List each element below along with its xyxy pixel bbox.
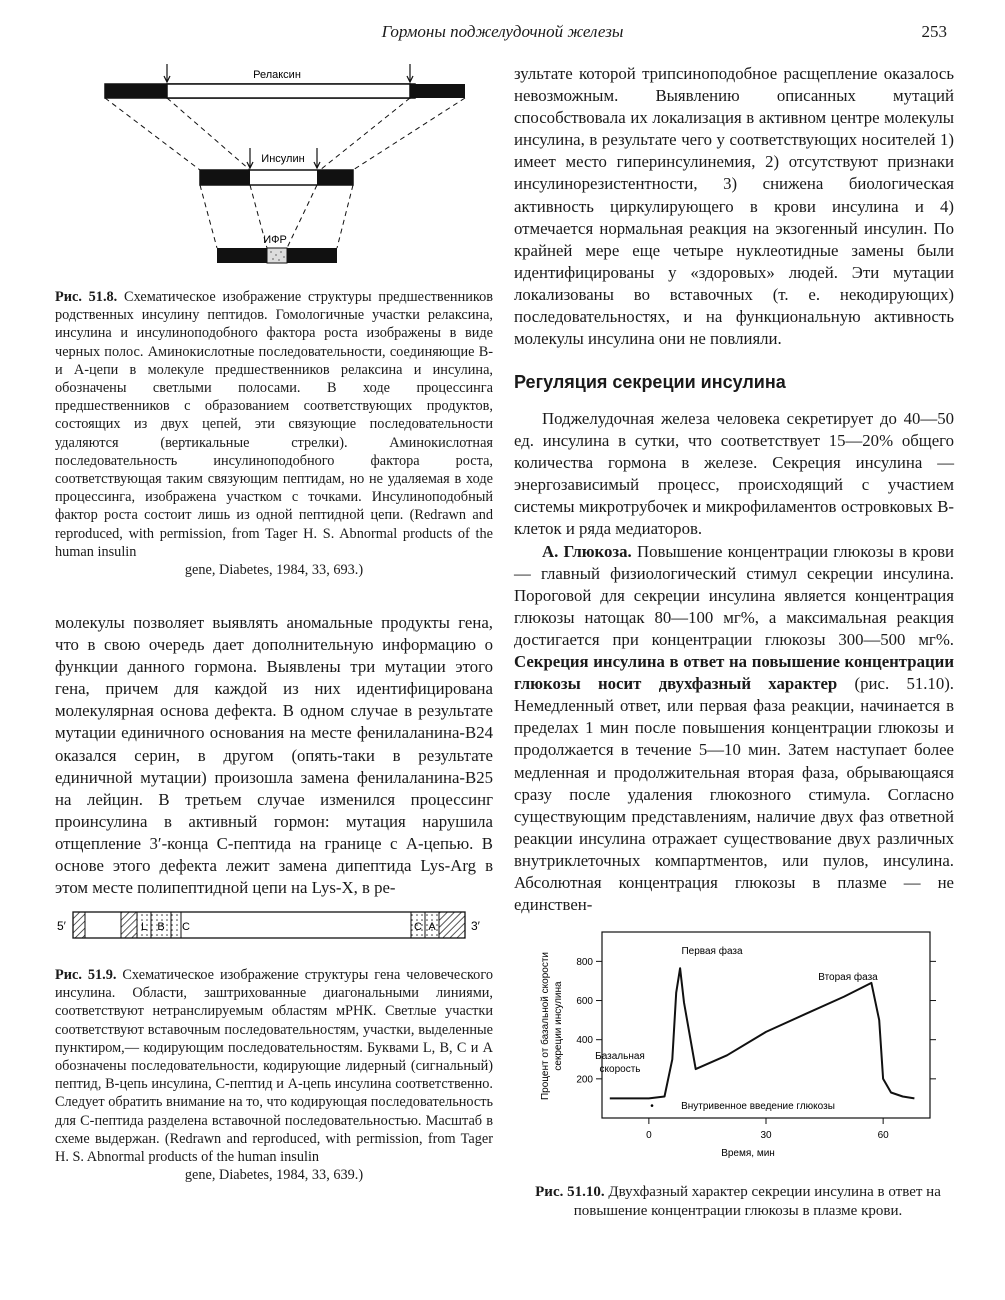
five-prime-label: 5′ (57, 919, 66, 933)
x-tick-label: 60 (877, 1130, 889, 1141)
label-C2: C (414, 921, 422, 933)
figure-51-9-caption (55, 966, 493, 1184)
paragraph-1: Поджелудочная железа человека секретирует до 40—50 ед. инсулина в сутки, что соответствует 15—20% общего количества гормона в железе. Секреция инсулина — энергозависимый процесс, происходящий с участием системы микротрубочек и микрофиламентов островковых B-клеток и ряда медиаторов. (514, 409, 954, 539)
x-tick-label: 30 (760, 1130, 772, 1141)
insulin-label: Инсулин (261, 153, 305, 165)
figure-51-9 (55, 908, 493, 948)
utr-5-region (73, 912, 85, 938)
running-header: Гормоны поджелудочной железы (381, 22, 624, 41)
section-title: Регуляция секреции инсулина (514, 372, 786, 392)
paragraph-text: Повышение концентрации глюкозы в крови — главный физиологический стимул секреции инсулина. Пороговой для секреции инсулина является концентрация глюкозы натощак 80—100 мг%, а максимальная реакция достигается при концентрации глюкозы 300—500 мг%. (514, 541, 955, 649)
gene-diagram (55, 908, 493, 948)
y-tick-label: 200 (576, 1074, 593, 1086)
figure-51-10-caption (518, 1183, 958, 1221)
page-number: 253 (921, 22, 947, 41)
caption-source: gene, Diabetes, 1984, 33, 639.) (184, 1167, 364, 1184)
label-A: A (428, 921, 436, 933)
iv-marker: • (650, 1101, 654, 1112)
relaxin-label: Релаксин (253, 69, 301, 81)
x-axis-label: Время, мин (721, 1148, 775, 1159)
plot-frame (599, 932, 930, 1118)
section-body (514, 408, 954, 916)
y-tick-label: 600 (576, 996, 593, 1008)
annotation-iv: Внутривенное введение глюкозы (681, 1101, 835, 1112)
label-B: B (157, 921, 165, 933)
paragraph-text-end: (рис. 51.10). Немедленный ответ, или первая фаза реакции, начинается в пределах 1 мин после повышения концентрации глюкозы и продолжается в течение 5—10 мин. Затем наступает более медленная и продолжительная вторая фаза, обрывающаяся сразу после удаления глюкозного стимула. Согласно существующим представлениям, наличие двух фаз ответной реакции инсулина отражает существование двух различных внутриклеточных компартментов, или пулов, инсулина. Абсолютная концентрация глюкозы в плазме — не единствен- (514, 674, 954, 915)
paragraph: молекулы позволяет выявлять аномальные продукты гена, что в свою очередь дает дополнительную информацию о функции данного гормона. Выявлены три мутации этого гена, причем для каждой из них идентифицирована молекулярная основа дефекта. В одном случае в результате мутации единичного основания на месте фенилаланина-B24 оказался серин, в другом (опять-таки в результате единичной мутации) произошла замена фенилаланина-B25 на лейцин. В третьем случае изменился процессинг проинсулина в активный гормон: мутация нарушила отщепление 3′-конца С-пептида на границе с А-цепью. В основе этого дефекта лежит замена дипептида Lys-Arg в этом месте полипептидной цепи на Lys-X, в ре- (55, 613, 493, 898)
precursor-diagram (55, 62, 493, 282)
caption-text: Схематическое изображение структуры гена человеческого инсулина. Области, заштрихованные диагональными линиями, соответствуют нетранслируемым областям мРНК. Светлые участки соответствуют вставочным последовательностям, участки, выделенные пунктиром,— кодирующим последовательностям. Буквами L, B, C и А обозначены последовательности, кодирующие лидерный (сигнальный) пептид, B-цепь инсулина, С-пептид и А-цепь инсулина соответственно. Следует обратить внимание на то, что кодирующая последовательность для С-пептида разделена вставочной последовательностью. Масштаб в схеме выдержан. (Redrawn and reproduced, with permission, from Tager H. S. Abnormal products of the human insulin (55, 967, 493, 1166)
paragraph-lead: А. Глюкоза. (542, 541, 632, 561)
annotation-phase1: Первая фаза (681, 946, 743, 957)
left-body-text (55, 612, 493, 899)
section-heading (514, 372, 954, 393)
series-line (610, 968, 915, 1098)
label-L: L (140, 921, 148, 933)
annotation-basal-2: скорость (599, 1064, 641, 1075)
x-tick-label: 0 (646, 1130, 652, 1141)
right-body-text (514, 63, 954, 350)
relaxin-b-chain (105, 84, 167, 98)
insulin-secretion-chart (530, 918, 960, 1180)
caption-source: gene, Diabetes, 1984, 33, 693.) (184, 562, 364, 579)
caption-label: Рис. 51.10. (535, 1184, 605, 1200)
caption-label: Рис. 51.8. (55, 289, 118, 305)
annotation-phase2: Вторая фаза (818, 972, 878, 983)
relaxin-a-chain (410, 84, 465, 98)
y-axis-label-line1: Процент от базальной скорости (540, 952, 551, 1100)
figure-51-8 (55, 62, 493, 282)
paragraph-2 (514, 541, 954, 917)
caption-text: Схематическое изображение структуры предшественников родственных инсулину пептидов. Гомологичные участки релаксина, инсулина и инсулиноподобного фактора роста изображены в виде черных полос. Аминокислотные последовательности, соединяющие B- и А-цепи в молекуле предшественников релаксина и инсулина, обозначены светлыми полосами. В ходе процессинга предшественников с образованием соответствующих продуктов, состоящих из двух цепей, эти связующие последовательности удаляются (вертикальные стрелки). Аминокислотная последовательность инсулиноподобного фактора роста, соответствующая таким связующим пептидам, но не удаляемая в ходе процессинга, изображена участком с точками. Инсулиноподобный фактор роста состоит лишь из одной пептидной цепи. (Redrawn and reproduced, with permission, from Tager H. S. Abnormal products of the human insulin (55, 289, 494, 560)
caption-label: Рис. 51.9. (55, 967, 117, 983)
y-tick-label: 400 (576, 1035, 593, 1047)
figure-51-10 (530, 918, 960, 1180)
y-tick-label: 800 (576, 956, 593, 968)
caption-text: Двухфазный характер секреции инсулина в ответ на повышение концентрации глюкозы в плазме крови. (573, 1184, 941, 1219)
igf-dotted-region (267, 248, 287, 263)
paragraph: зультате которой трипсиноподобное расщепление оказалось невозможным. Выявлению описанных мутаций способствовала их локализация в активном центре молекулы инсулина, в результате чего у соответствующих носителей 1) имеет место гиперинсулинемия, 2) отсутствуют признаки инсулинорезистентности, 3) снижена биологическая активность циркулирующего в крови инсулина и 4) отмечается нормальная реакция на экзогенный инсулин. По крайней мере еще четыре нуклеотидные замены были идентифицированы у «здоровых» людей. Эти мутации локализованы во вставочных (т. е. некодирующих) последовательностях, и на функциональную активность молекулы инсулина они не повлияли. (514, 64, 954, 349)
c-peptide-region-1 (171, 912, 181, 938)
figure-51-8-caption (55, 288, 493, 579)
paragraph-bold: Секреция инсулина в ответ на повышение концентрации глюкозы носит двухфазный характер (514, 652, 954, 694)
label-C1: C (182, 921, 190, 933)
utr-3-region (439, 912, 465, 938)
three-prime-label: 3′ (471, 919, 480, 933)
annotation-basal-1: Базальная (595, 1051, 645, 1062)
igf-label: ИФР (263, 234, 287, 246)
y-axis-label-line2: секреции инсулина (553, 981, 564, 1071)
